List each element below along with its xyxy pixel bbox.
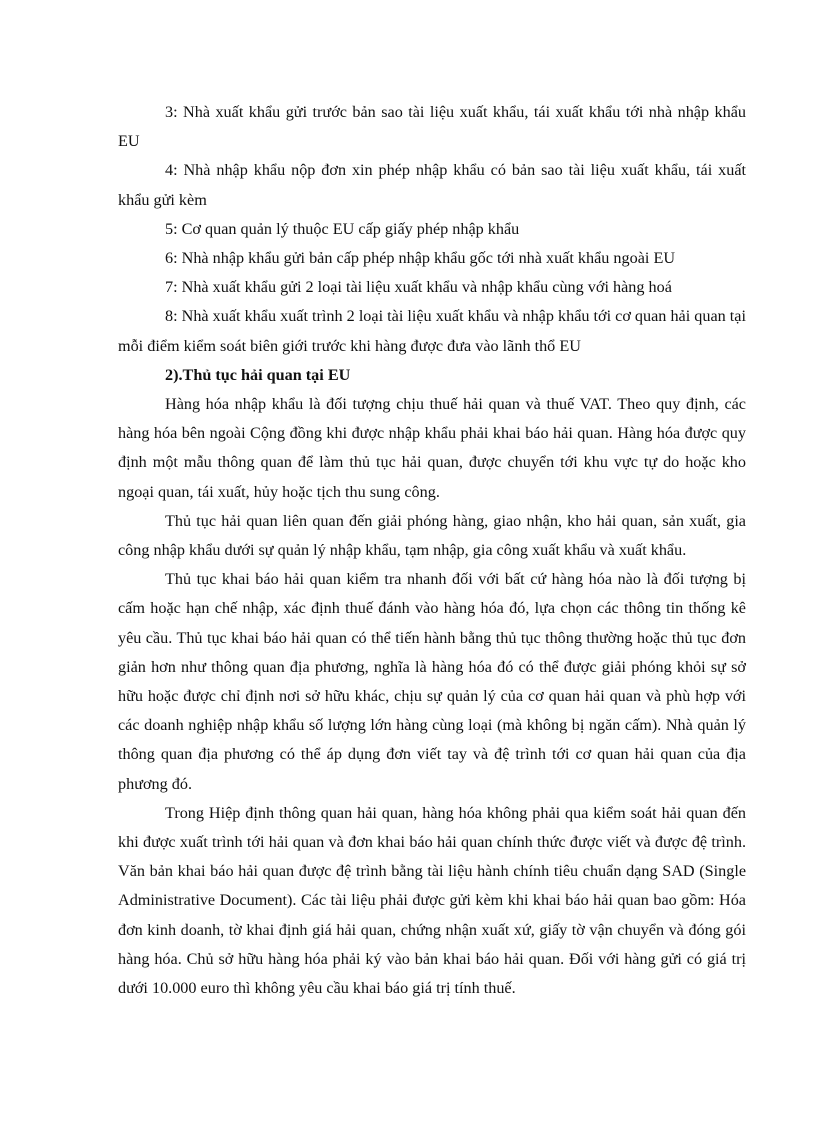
step-7: 7: Nhà xuất khẩu gửi 2 loại tài liệu xuất khẩu và nhập khẩu cùng với hàng hoá (165, 278, 672, 297)
paragraph-declaration-procedure: Thủ tục khai báo hải quan kiểm tra nhanh đối với bất cứ hàng hóa nào là đối tượng bị cấm hoặc hạn chế nhập, xác định thuế đánh vào hàng hóa đó, lựa chọn các thông tin thống kê yêu cầu. Thủ tục khai báo hải quan có thể tiến hành bằng thủ tục thông thường hoặc thủ tục đơn giản hơn như thông quan địa phương, nghĩa là hàng hóa đó có thể được giải phóng khỏi sự sở hữu hoặc được chỉ định nơi sở hữu khác, chịu sự quản lý của cơ quan hải quan và phù hợp với các doanh nghiệp nhập khẩu số lượng lớn hàng cùng loại (mà không bị ngăn cấm). Nhà quản lý thông quan địa phương có thể áp dụng đơn viết tay và đệ trình tới cơ quan hải quan của địa phương đó. (118, 570, 746, 793)
paragraph-clearance-agreement: Trong Hiệp định thông quan hải quan, hàng hóa không phải qua kiểm soát hải quan đến khi được xuất trình tới hải quan và đơn khai báo hải quan chính thức được viết và được đệ trình. Văn bản khai báo hải quan được đệ trình bằng tài liệu hành chính tiêu chuẩn dạng SAD (Single Administrative Document). Các tài liệu phải được gửi kèm khi khai báo hải quan bao gồm: Hóa đơn kinh doanh, tờ khai định giá hải quan, chứng nhận xuất xứ, giấy tờ vận chuyển và đóng gói hàng hóa. Chủ sở hữu hàng hóa phải ký vào bản khai báo hải quan. Đối với hàng gửi có giá trị dưới 10.000 euro thì không yêu cầu khai báo giá trị tính thuế. (118, 803, 746, 998)
section-heading: 2).Thủ tục hải quan tại EU (165, 365, 351, 384)
paragraph-import-goods: Hàng hóa nhập khẩu là đối tượng chịu thuế hải quan và thuế VAT. Theo quy định, các hàng hóa bên ngoài Cộng đồng khi được nhập khẩu phải khai báo hải quan. Hàng hóa được quy định một mẫu thông quan để làm thủ tục hải quan, được chuyển tới khu vực tự do hoặc kho ngoại quan, tái xuất, hủy hoặc tịch thu sung công. (118, 395, 746, 501)
step-5: 5: Cơ quan quản lý thuộc EU cấp giấy phép nhập khẩu (165, 219, 520, 238)
step-8: 8: Nhà xuất khẩu xuất trình 2 loại tài liệu xuất khẩu và nhập khẩu tới cơ quan hải quan tại mỗi điểm kiểm soát biên giới trước khi hàng được đưa vào lãnh thổ EU (118, 307, 746, 355)
step-6: 6: Nhà nhập khẩu gửi bản cấp phép nhập khẩu gốc tới nhà xuất khẩu ngoài EU (165, 249, 676, 268)
step-3: 3: Nhà xuất khẩu gửi trước bản sao tài liệu xuất khẩu, tái xuất khẩu tới nhà nhập khẩu EU (118, 103, 746, 151)
document-page (118, 98, 746, 1003)
paragraph-customs-procedures: Thủ tục hải quan liên quan đến giải phóng hàng, giao nhận, kho hải quan, sản xuất, gia công nhập khẩu dưới sự quản lý nhập khẩu, tạm nhập, gia công xuất khẩu và xuất khẩu. (118, 511, 746, 560)
step-4: 4: Nhà nhập khẩu nộp đơn xin phép nhập khẩu có bản sao tài liệu xuất khẩu, tái xuất khẩu gửi kèm (118, 161, 746, 209)
